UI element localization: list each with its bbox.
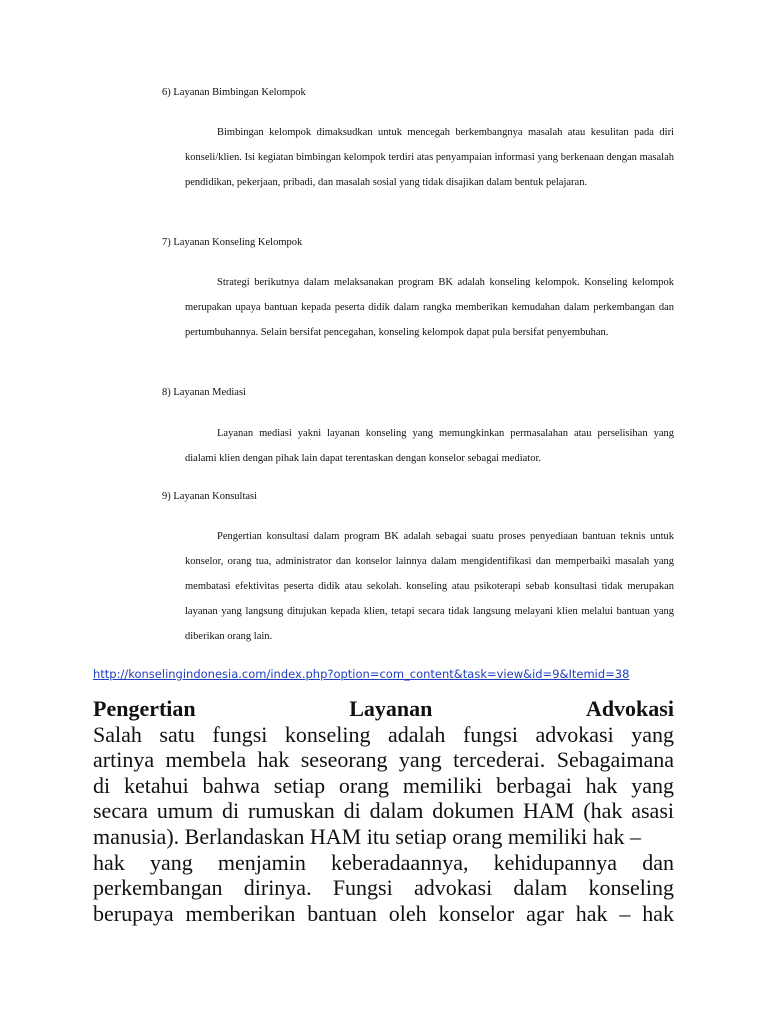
advokasi-text-line: berupaya memberikan bantuan oleh konselor agar hak – hak xyxy=(93,900,674,926)
advokasi-title-word-1: Pengertian xyxy=(93,696,196,721)
advokasi-title xyxy=(93,696,674,722)
section-heading-konsultasi: 9) Layanan Konsultasi xyxy=(162,491,258,502)
advokasi-text-line: di ketahui bahwa setiap orang memiliki berbagai hak yang xyxy=(93,772,674,798)
advokasi-text-line: artinya membela hak seseorang yang tercederai. Sebagaimana xyxy=(93,747,674,773)
paragraph-konseling-kelompok: Strategi berikutnya dalam melaksanakan program BK adalah konseling kelompok. Konseling kelompok merupakan upaya bantuan kepada peserta didik dalam rangka memberikan kemudahan dalam perkembangan dan pertumbuhannya. Selain bersifat pencegahan, konseling kelompok dapat pula bersifat penyembuhan. xyxy=(185,277,674,338)
advokasi-text-line: manusia). Berlandaskan HAM itu setiap orang memiliki hak – xyxy=(93,823,642,849)
advokasi-text-line: perkembangan dirinya. Fungsi advokasi dalam konseling xyxy=(93,875,674,901)
advokasi-text-line: hak yang menjamin keberadaannya, kehidupannya dan xyxy=(93,849,674,875)
section-heading-konseling-kelompok: 7) Layanan Konseling Kelompok xyxy=(162,237,303,248)
advokasi-title-word-3: Advokasi xyxy=(585,696,674,721)
paragraph-konsultasi: Pengertian konsultasi dalam program BK adalah sebagai suatu proses penyediaan bantuan teknis untuk konselor, orang tua, administrator dan konselor lainnya dalam mengidentifikasi dan memperbaiki masalah yang membatasi efektivitas peserta didik atau sekolah. konseling atau psikoterapi sebab konsultasi tidak merupakan layanan yang langsung ditujukan kepada klien, tetapi secara tidak langsung melayani klien melalui bantuan yang diberikan orang lain. xyxy=(185,531,674,642)
advokasi-section xyxy=(93,696,674,926)
section-heading-bimbingan-kelompok: 6) Layanan Bimbingan Kelompok xyxy=(162,87,306,98)
paragraph-bimbingan-kelompok: Bimbingan kelompok dimaksudkan untuk mencegah berkembangnya masalah atau kesulitan pada diri konseli/klien. Isi kegiatan bimbingan kelompok terdiri atas penyampaian informasi yang berkenaan dengan masalah pendidikan, pekerjaan, pribadi, dan masalah sosial yang tidak disajikan dalam bentuk pelajaran. xyxy=(185,127,674,188)
source-link[interactable]: http://konselingindonesia.com/index.php?option=com_content&task=view&id=9&Itemid=38 xyxy=(93,667,630,681)
paragraph-mediasi: Layanan mediasi yakni layanan konseling yang memungkinkan permasalahan atau perselisihan yang dialami klien dengan pihak lain dapat terentaskan dengan konselor sebagai mediator. xyxy=(185,428,674,464)
advokasi-text-line: secara umum di rumuskan di dalam dokumen HAM (hak asasi xyxy=(93,798,674,824)
advokasi-text-line: Salah satu fungsi konseling adalah fungsi advokasi yang xyxy=(93,721,674,747)
section-heading-mediasi: 8) Layanan Mediasi xyxy=(162,387,246,398)
advokasi-title-word-2: Layanan xyxy=(349,696,433,721)
